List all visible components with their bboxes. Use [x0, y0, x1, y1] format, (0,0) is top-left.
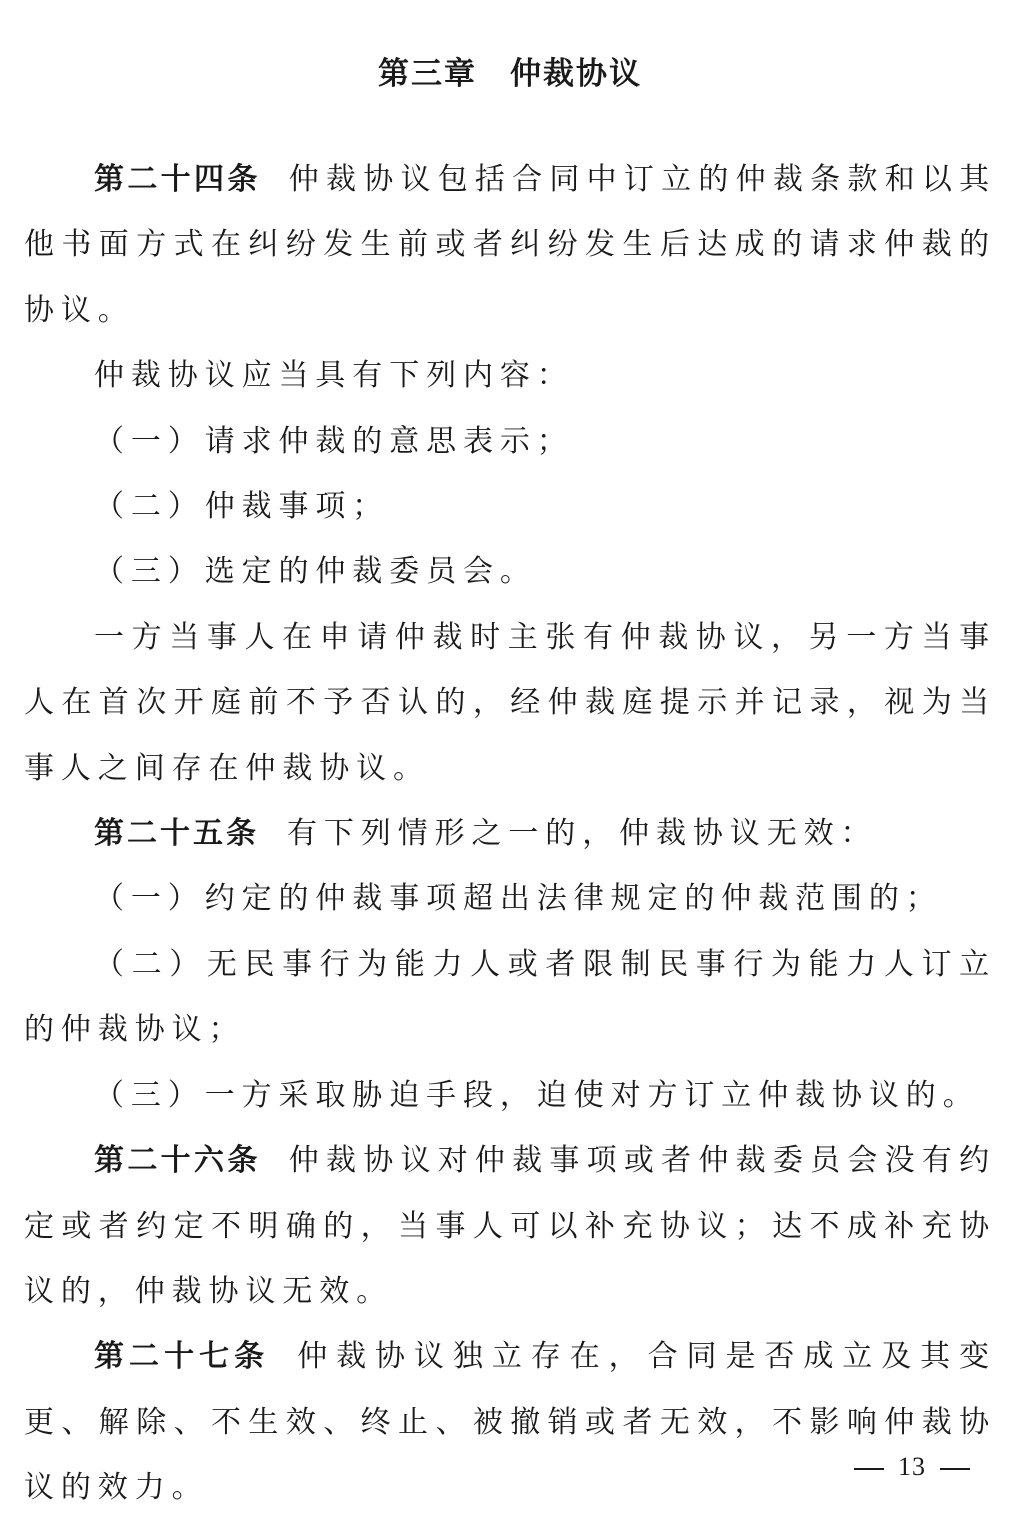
article-24-item-3: （三）选定的仲裁委员会。 [94, 554, 537, 590]
article-24-text: 仲裁协议包括合同中订立的仲裁条款和以其他书面方式在纠纷发生前或者纠纷发生后达成的请求仲裁的协议。 [24, 162, 996, 328]
article-25-text: 有下列情形之一的，仲裁协议无效： [287, 816, 878, 852]
article-26-text: 仲裁协议对仲裁事项或者仲裁委员会没有约定或者约定不明确的，当事人可以补充协议；达不成补充协议的，仲裁协议无效。 [24, 1143, 996, 1309]
article-25-heading: 第二十五条 [94, 816, 259, 852]
article-26-heading: 第二十六条 [94, 1143, 261, 1179]
article-24-heading: 第二十四条 [94, 162, 261, 197]
article-24-paragraph-3: 一方当事人在申请仲裁时主张有仲裁协议，另一方当事人在首次开庭前不予否认的，经仲裁庭提示并记录，视为当事人之间存在仲裁协议。 [24, 619, 996, 786]
article-25-item-1: （一）约定的仲裁事项超出法律规定的仲裁范围的； [94, 881, 943, 917]
article-25-item-2: （二）无民事行为能力人或者限制民事行为能力人订立的仲裁协议； [24, 946, 996, 1048]
article-24-paragraph-2: 仲裁协议应当具有下列内容： [94, 358, 574, 394]
document-page [24, 0, 996, 1521]
footer-dash-right [940, 1468, 970, 1470]
article-27-paragraph-1 [24, 1324, 996, 1520]
article-24-item-1: （一）请求仲裁的意思表示； [94, 423, 574, 459]
article-27-text: 仲裁协议独立存在，合同是否成立及其变更、解除、不生效、终止、被撤销或者无效，不影响仲裁协议的效力。 [24, 1339, 997, 1506]
article-27-heading: 第二十七条 [94, 1339, 270, 1375]
page-footer [840, 1452, 984, 1482]
article-25-item-3: （三）一方采取胁迫手段，迫使对方订立仲裁协议的。 [94, 1077, 980, 1113]
article-26-paragraph-1 [24, 1128, 996, 1324]
article-24-paragraph-1 [24, 147, 996, 343]
article-24-item-2: （二）仲裁事项； [94, 489, 390, 525]
page-number: 13 [898, 1452, 926, 1481]
footer-dash-left [854, 1468, 884, 1470]
article-25-paragraph-1 [24, 801, 996, 866]
chapter-title: 第三章 仲裁协议 [378, 56, 642, 92]
